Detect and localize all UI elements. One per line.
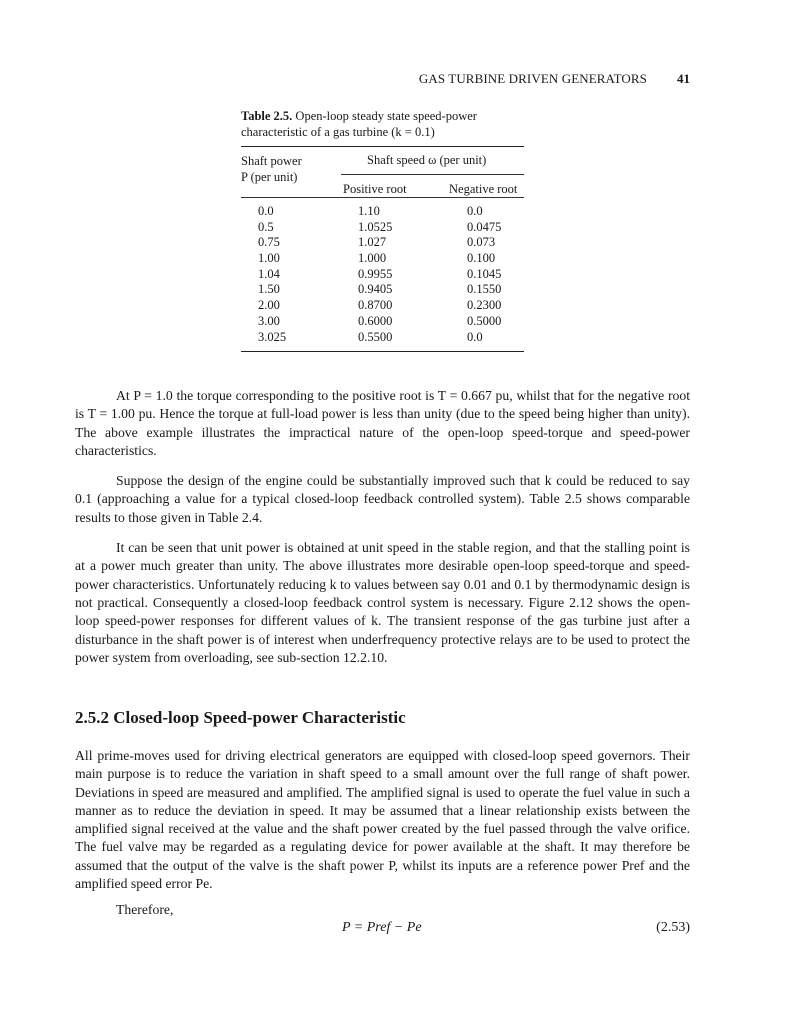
cell-negative-root: 0.1550 (467, 282, 502, 297)
cell-negative-root: 0.1045 (467, 266, 502, 281)
table-row (241, 235, 524, 251)
group-header-rule (341, 174, 524, 175)
col1-header (241, 153, 302, 185)
table-row (241, 220, 524, 236)
table-row (241, 251, 524, 267)
cell-negative-root: 0.0 (467, 204, 483, 218)
table-bottom-rule (241, 351, 524, 352)
cell-negative-root: 0.5000 (467, 313, 502, 328)
group-header: Shaft speed ω (per unit) (367, 153, 487, 167)
table-caption-text: Open-loop steady state speed-power characteristic of a gas turbine (k = 0.1) (241, 109, 477, 139)
table-body (241, 198, 524, 351)
cell-power: 1.50 (258, 282, 280, 297)
paragraph-stalling: It can be seen that unit power is obtained at unit speed in the stable region, and that the stalling point is at a power much greater than unity. The above illustrates more desirable open-loop speed-torque and speed-power characteristics. Unfortunately reducing k to values between say 0.01 and 0.1 by thermodynamic design is not practical. Consequently a closed-loop feedback control system is necessary. Figure 2.12 shows the open-loop speed-power responses for different values of k. The transient response of the gas turbine just after a disturbance in the shaft power is of interest when underfrequency protective relays are to be used to protect the power system from overloading, see sub-section 12.2.10. (75, 540, 690, 665)
table-caption (241, 108, 524, 140)
table-row (241, 267, 524, 283)
cell-power: 0.5 (258, 219, 274, 234)
cell-power: 3.00 (258, 313, 280, 328)
table-row (241, 330, 524, 346)
col3-header: Negative root (449, 182, 518, 196)
cell-power: 2.00 (258, 298, 280, 313)
cell-positive-root: 0.6000 (358, 313, 393, 328)
cell-power: 0.0 (258, 204, 274, 218)
running-header (0, 71, 786, 91)
cell-power: 3.025 (258, 329, 287, 344)
cell-power: 0.75 (258, 235, 280, 250)
table-header (241, 147, 524, 197)
equation-number: (2.53) (656, 920, 690, 935)
body-text (75, 387, 690, 679)
paragraph-torque: At P = 1.0 the torque corresponding to the positive root is T = 0.667 pu, whilst that for the negative root is T = 1.00 pu. Hence the torque at full-load power is less than unity (due to the speed being higher than unity). The above example illustrates the impractical nature of the open-loop speed-torque and speed-power characteristics. (75, 388, 690, 458)
cell-positive-root: 0.8700 (358, 298, 393, 313)
equation-expression: P = Pref − Pe (342, 920, 422, 935)
table-row (241, 282, 524, 298)
table-row (241, 298, 524, 314)
cell-positive-root: 1.10 (358, 204, 380, 218)
cell-negative-root: 0.0475 (467, 219, 502, 234)
paragraph-governors: All prime-moves used for driving electrical generators are equipped with closed-loop speed governors. Their main purpose is to reduce the variation in shaft speed to a small amount over the full range of shaft power. Deviations in speed are measured and amplified. The amplified signal is used to operate the fuel value in such a manner as to reduce the deviation in speed. It may be assumed that a linear relationship exists between the amplified signal received at the value and the shaft power created by the fuel passed through the valve orifice. The fuel valve may be regarded as a regulating device for power available at the shaft. It may therefore be assumed that the output of the valve is the shaft power P, whilst its inputs are a reference power Pref and the amplified speed error Pe. (75, 748, 690, 892)
cell-power: 1.04 (258, 266, 280, 281)
running-title: GAS TURBINE DRIVEN GENERATORS (418, 71, 647, 86)
section-heading: 2.5.2 Closed-loop Speed-power Characteristic (75, 708, 406, 727)
therefore-text: Therefore, (116, 902, 174, 918)
cell-positive-root: 0.9955 (358, 266, 393, 281)
cell-negative-root: 0.100 (467, 251, 496, 266)
col1-header-line2: P (per unit) (241, 170, 298, 184)
cell-positive-root: 0.5500 (358, 329, 393, 344)
col1-header-line1: Shaft power (241, 154, 302, 168)
table-row (241, 204, 524, 220)
section-body (75, 747, 690, 932)
table-label: Table 2.5. (241, 109, 293, 123)
cell-power: 1.00 (258, 251, 280, 266)
cell-positive-root: 1.000 (358, 251, 387, 266)
page-number: 41 (677, 71, 690, 86)
cell-negative-root: 0.073 (467, 235, 496, 250)
table-row (241, 314, 524, 330)
col2-header: Positive root (343, 182, 407, 196)
cell-negative-root: 0.2300 (467, 298, 502, 313)
paragraph-design: Suppose the design of the engine could be substantially improved such that k could be reduced to say 0.1 (approaching a value for a typical closed-loop feedback controlled system). Table 2.5 shows comparable results to those given in Table 2.4. (75, 473, 690, 525)
equation-2-53 (75, 920, 690, 940)
cell-positive-root: 0.9405 (358, 282, 393, 297)
cell-positive-root: 1.027 (358, 235, 387, 250)
table-2-5 (241, 108, 524, 352)
cell-negative-root: 0.0 (467, 329, 483, 344)
cell-positive-root: 1.0525 (358, 219, 393, 234)
